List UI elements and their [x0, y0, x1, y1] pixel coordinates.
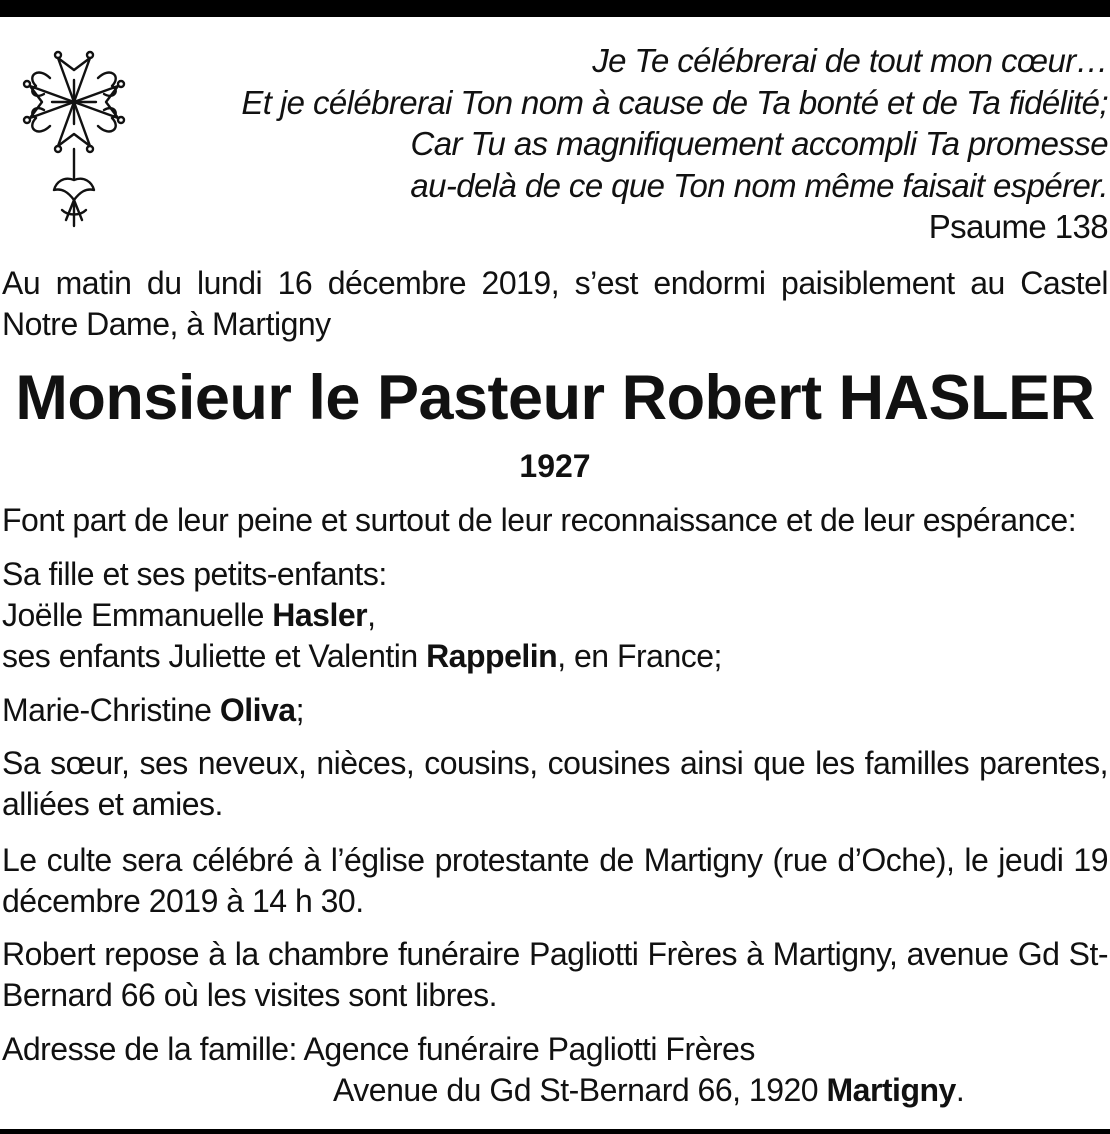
family-member: Joëlle Emmanuelle Hasler,	[2, 597, 376, 633]
service-paragraph: Le culte sera célébré à l’église protestante de Martigny (rue d’Oche), le jeudi 19 décembre 2019 à 14 h 30.	[2, 842, 1108, 919]
family-address-line1: Adresse de la famille: Agence funéraire Pagliotti Frères	[2, 1031, 755, 1067]
family-block	[2, 554, 1108, 677]
family-heading: Sa fille et ses petits-enfants:	[2, 556, 387, 592]
rest-paragraph: Robert repose à la chambre funéraire Pagliotti Frères à Martigny, avenue Gd St-Bernard 66 où les visites sont libres.	[2, 936, 1108, 1013]
birth-year: 1927	[519, 448, 591, 484]
deceased-name: Monsieur le Pasteur Robert HASLER	[15, 363, 1095, 433]
verse-line: Et je célébrerai Ton nom à cause de Ta bonté et de Ta fidélité;	[241, 83, 1108, 121]
bottom-border-rule	[0, 1129, 1110, 1134]
family-member: Marie-Christine Oliva;	[2, 692, 304, 728]
family-surname: Rappelin	[426, 638, 558, 674]
relatives-paragraph: Sa sœur, ses neveux, nièces, cousins, cousines ainsi que les familles parentes, alliées et amies.	[2, 745, 1108, 822]
verse-reference: Psaume 138	[928, 208, 1108, 245]
psalm-verse	[148, 40, 1108, 248]
address-city: Martigny	[826, 1072, 956, 1108]
intro-sentence: Font part de leur peine et surtout de leur reconnaissance et de leur espérance:	[2, 502, 1077, 538]
family-member: ses enfants Juliette et Valentin Rappelin, en France;	[2, 638, 722, 674]
verse-line: Je Te célébrerai de tout mon cœur…	[592, 42, 1108, 79]
address-label: Adresse de la famille:	[2, 1031, 304, 1067]
family-surname: Hasler	[272, 597, 368, 633]
verse-line: Car Tu as magnifiquement accompli Ta promesse	[410, 125, 1108, 162]
top-border-rule	[0, 0, 1110, 17]
family-surname: Oliva	[219, 692, 296, 728]
huguenot-cross-icon	[8, 50, 140, 232]
verse-line: au-delà de ce que Ton nom même faisait espérer.	[410, 166, 1108, 204]
family-address-line2: Avenue du Gd St-Bernard 66, 1920 Martigny.	[333, 1072, 965, 1108]
death-announcement: Au matin du lundi 16 décembre 2019, s’est endormi paisiblement au Castel Notre Dame, à Martigny	[2, 265, 1108, 342]
